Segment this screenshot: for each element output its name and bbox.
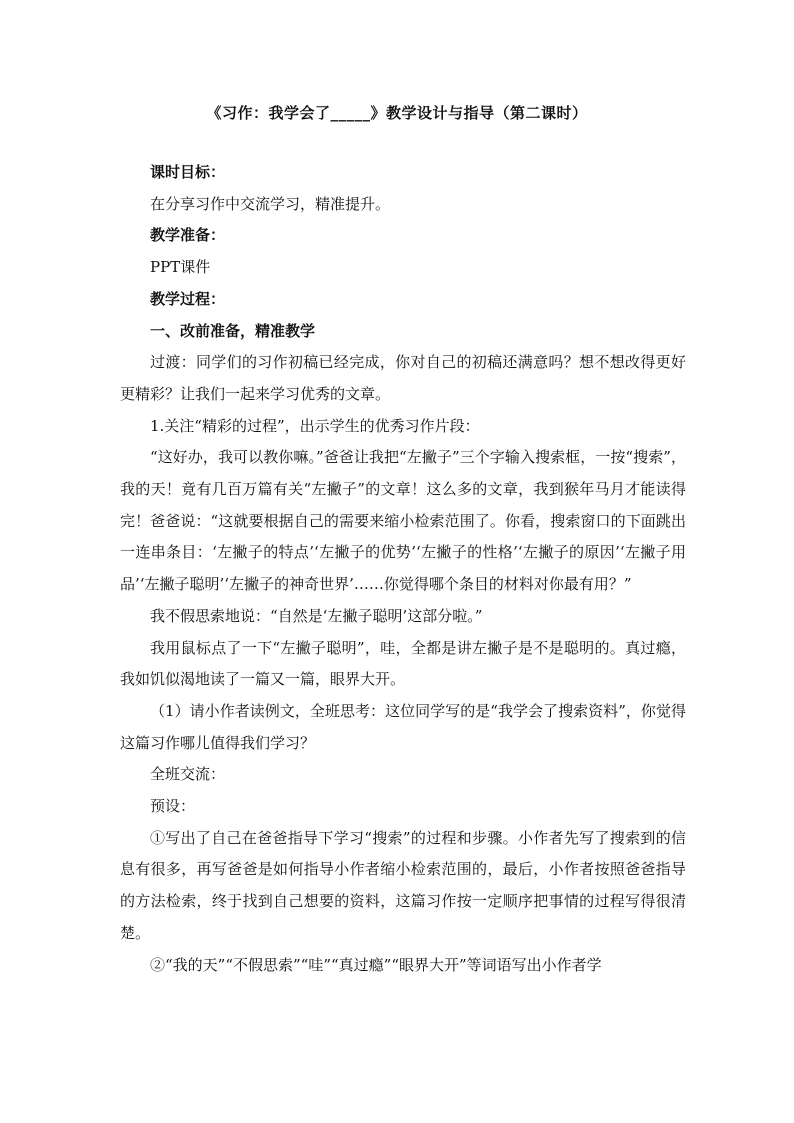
body-paragraph: 过渡：同学们的习作初稿已经完成，你对自己的初稿还满意吗？想不想改得更好更精彩？让我们一起来学习优秀的文章。 bbox=[120, 353, 686, 403]
document-body bbox=[120, 157, 686, 981]
body-paragraph: “这好办，我可以教你嘛。”爸爸让我把“左撇子”三个字输入搜索框，一按“搜索”，我的天！竟有几百万篇有关“左撇子”的文章！这么多的文章，我到猴年马月才能读得完！爸爸说：“这就要根据自己的需要来缩小检索范围了。你看，搜索窗口的下面跳出一连串条目：‘左撇子的特点’‘左撇子的优势’‘左撇子的性格’‘左撇子的原因’‘左撇子用品’‘左撇子聪明’‘左撇子的神奇世界’……你觉得哪个条目的材料对你最有用？” bbox=[120, 448, 686, 594]
body-paragraph: 我不假思索地说：“自然是‘左撇子聪明’这部分啦。” bbox=[150, 606, 483, 625]
section-heading: 教学准备： bbox=[150, 226, 226, 245]
body-paragraph: （1）请小作者读例文，全班思考：这位同学写的是“我学会了搜索资料”，你觉得这篇习作哪儿值得我们学习？ bbox=[120, 701, 686, 752]
section-heading: 教学过程： bbox=[150, 289, 226, 308]
section-heading: 课时目标： bbox=[150, 163, 226, 181]
body-paragraph: ②“我的天”“不假思索”“哇”“真过瘾”“眼界大开”等词语写出小作者学 bbox=[150, 955, 602, 974]
body-paragraph: 全班交流： bbox=[150, 765, 226, 784]
body-paragraph: 在分享习作中交流学习，精准提升。 bbox=[150, 194, 391, 213]
body-paragraph: ①写出了自己在爸爸指导下学习“搜索”的过程和步骤。小作者先写了搜索到的信息有很多，再写爸爸是如何指导小作者缩小检索范围的，最后，小作者按照爸爸指导的方法检索，终于找到自己想要的资料，这篇习作按一定顺序把事情的过程写得很清楚。 bbox=[120, 828, 686, 942]
body-paragraph: 我用鼠标点了一下“左撇子聪明”，哇，全都是讲左撇子是不是聪明的。真过瘾，我如饥似渴地读了一篇又一篇，眼界大开。 bbox=[120, 638, 686, 689]
document-title: 《习作：我学会了_____》教学设计与指导（第二课时） bbox=[206, 104, 588, 122]
body-paragraph: 预设： bbox=[150, 797, 196, 816]
body-paragraph: PPT课件 bbox=[150, 258, 211, 277]
body-paragraph: 1.关注“精彩的过程”，出示学生的优秀习作片段： bbox=[150, 416, 480, 435]
section-heading: 一、改前准备，精准教学 bbox=[150, 321, 316, 340]
